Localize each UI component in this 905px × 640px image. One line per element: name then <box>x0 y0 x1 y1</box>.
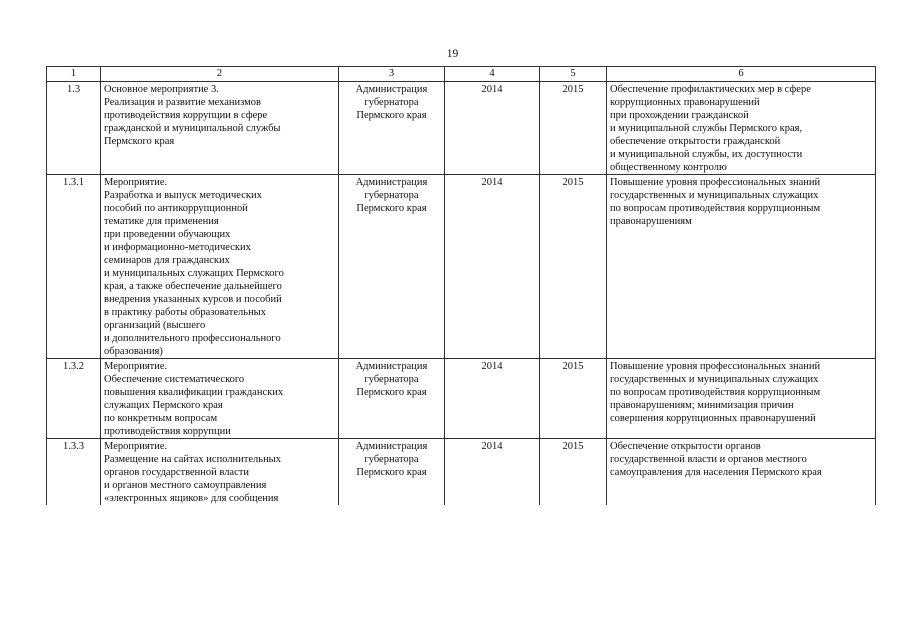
cell-text-line: Пермского края <box>356 467 427 478</box>
cell-text-line: Размещение на сайтах исполнительных <box>104 454 281 465</box>
cell-text-line: гражданской и муниципальной службы <box>104 123 281 134</box>
cell-text-line: правонарушениям; минимизация причин <box>610 400 794 411</box>
activity-name <box>101 439 339 506</box>
cell-text-line: Обеспечение открытости органов <box>610 441 761 452</box>
column-header: 1 <box>47 67 101 82</box>
cell-text-line: Мероприятие. <box>104 441 168 452</box>
cell-text-line: Пермского края <box>104 136 175 147</box>
end-year: 2015 <box>540 82 607 175</box>
cell-text-line: государственных и муниципальных служащих <box>610 374 819 385</box>
cell-text-line: при прохождении гражданской <box>610 110 749 121</box>
table-row <box>47 82 876 175</box>
cell-text-line: противодействия коррупции в сфере <box>104 110 268 121</box>
column-header: 6 <box>607 67 876 82</box>
cell-text-line: по конкретным вопросам <box>104 413 218 424</box>
item-number: 1.3 <box>47 82 101 175</box>
cell-text-line: совершения коррупционных правонарушений <box>610 413 816 424</box>
cell-text-line: Пермского края <box>356 110 427 121</box>
responsible-executor <box>339 82 445 175</box>
cell-text-line: самоуправления для населения Пермского края <box>610 467 822 478</box>
start-year: 2014 <box>445 439 540 506</box>
cell-text-line: и муниципальной службы, их доступности <box>610 149 803 160</box>
column-header: 5 <box>540 67 607 82</box>
activity-name <box>101 175 339 359</box>
cell-text-line: и муниципальных служащих Пермского <box>104 268 284 279</box>
cell-text-line: губернатора <box>364 190 419 201</box>
cell-text-line: и дополнительного профессионального <box>104 333 281 344</box>
activity-name <box>101 359 339 439</box>
cell-text-line: тематике для применения <box>104 216 219 227</box>
cell-text-line: Администрация <box>355 84 428 95</box>
cell-text-line: по вопросам противодействия коррупционным <box>610 203 821 214</box>
end-year: 2015 <box>540 175 607 359</box>
item-number: 1.3.3 <box>47 439 101 506</box>
cell-text-line: Мероприятие. <box>104 177 168 188</box>
cell-text-line: при проведении обучающих <box>104 229 231 240</box>
responsible-executor <box>339 439 445 506</box>
table-row <box>47 175 876 359</box>
cell-text-line: и муниципальной службы Пермского края, <box>610 123 803 134</box>
end-year: 2015 <box>540 359 607 439</box>
cell-text-line: Пермского края <box>356 387 427 398</box>
table-row <box>47 359 876 439</box>
cell-text-line: Администрация <box>355 441 428 452</box>
cell-text-line: общественному контролю <box>610 162 727 173</box>
cell-text-line: обеспечение открытости гражданской <box>610 136 781 147</box>
cell-text-line: коррупционных правонарушений <box>610 97 760 108</box>
start-year: 2014 <box>445 359 540 439</box>
cell-text-line: по вопросам противодействия коррупционным <box>610 387 821 398</box>
cell-text-line: Повышение уровня профессиональных знаний <box>610 177 821 188</box>
end-year: 2015 <box>540 439 607 506</box>
cell-text-line: губернатора <box>364 374 419 385</box>
item-number: 1.3.1 <box>47 175 101 359</box>
cell-text-line: образования) <box>104 346 163 357</box>
cell-text-line: противодействия коррупции <box>104 426 231 437</box>
cell-text-line: семинаров для гражданских <box>104 255 230 266</box>
cell-text-line: Разработка и выпуск методических <box>104 190 262 201</box>
cell-text-line: организаций (высшего <box>104 320 206 331</box>
column-header-row <box>47 67 876 82</box>
start-year: 2014 <box>445 82 540 175</box>
expected-result <box>607 82 876 175</box>
cell-text-line: и органов местного самоуправления <box>104 480 267 491</box>
cell-text-line: пособий по антикоррупционной <box>104 203 248 214</box>
cell-text-line: губернатора <box>364 97 419 108</box>
cell-text-line: Администрация <box>355 361 428 372</box>
cell-text-line: Пермского края <box>356 203 427 214</box>
column-header: 4 <box>445 67 540 82</box>
column-header: 3 <box>339 67 445 82</box>
cell-text-line: служащих Пермского края <box>104 400 223 411</box>
cell-text-line: внедрения указанных курсов и пособий <box>104 294 282 305</box>
expected-result <box>607 359 876 439</box>
item-number: 1.3.2 <box>47 359 101 439</box>
expected-result <box>607 439 876 506</box>
responsible-executor <box>339 359 445 439</box>
cell-text-line: Повышение уровня профессиональных знаний <box>610 361 821 372</box>
cell-text-line: Администрация <box>355 177 428 188</box>
activities-table <box>46 66 876 505</box>
cell-text-line: Обеспечение систематического <box>104 374 245 385</box>
cell-text-line: правонарушениям <box>610 216 692 227</box>
cell-text-line: Реализация и развитие механизмов <box>104 97 262 108</box>
expected-result <box>607 175 876 359</box>
table-row <box>47 439 876 506</box>
cell-text-line: государственных и муниципальных служащих <box>610 190 819 201</box>
cell-text-line: губернатора <box>364 454 419 465</box>
column-header: 2 <box>101 67 339 82</box>
cell-text-line: государственной власти и органов местного <box>610 454 807 465</box>
start-year: 2014 <box>445 175 540 359</box>
cell-text-line: края, а также обеспечение дальнейшего <box>104 281 282 292</box>
cell-text-line: и информационно-методических <box>104 242 251 253</box>
activity-name <box>101 82 339 175</box>
page-number: 19 <box>446 48 459 60</box>
cell-text-line: Основное мероприятие 3. <box>104 84 219 95</box>
cell-text-line: Обеспечение профилактических мер в сфере <box>610 84 811 95</box>
cell-text-line: повышения квалификации гражданских <box>104 387 284 398</box>
cell-text-line: Мероприятие. <box>104 361 168 372</box>
cell-text-line: органов государственной власти <box>104 467 249 478</box>
cell-text-line: «электронных ящиков» для сообщения <box>104 493 279 504</box>
cell-text-line: в практику работы образовательных <box>104 307 266 318</box>
responsible-executor <box>339 175 445 359</box>
